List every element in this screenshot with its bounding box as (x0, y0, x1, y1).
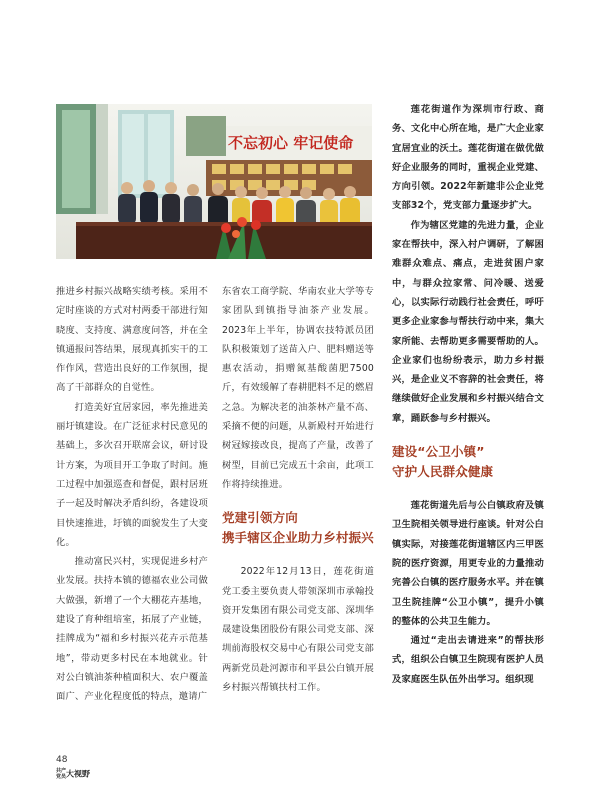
paragraph: 2022年12月13日，莲花街道党工委主要负责人带领深圳市承翰投资开发集团有限公司党支部、深圳华晟建设集团股份有限公司党支部、深圳前海股权交易中心有限公司党支部两新党员赴河源市和平县公白镇开展乡村振兴帮镇扶村工作。 (222, 566, 374, 694)
paragraph: 东省农工商学院、华南农业大学等专家团队到镇指导油茶产业发展。2023年上半年，协调农技特派员团队积极策划了送苗入户、肥料赠送等惠农活动，捐赠氮基酸菌肥7500斤，有效缓解了春耕肥料不足的燃眉之急。为解决老的油茶林产量不高、采摘不便的问题，从新殿村开始进行树冠嫁接改良，提高了产量，改善了树型，目前已完成五十余亩，此项工作将持续推进。 (222, 286, 374, 490)
paragraph: 莲花街道先后与公白镇政府及镇卫生院相关领导进行座谈。针对公白镇实际，对接莲花街道辖区内三甲医院的医疗资源，用更专业的力量推动完善公白镇的医疗服务水平。并在镇卫生院挂牌“公卫小镇”，提升小镇的整体的公共卫生能力。 (392, 500, 544, 627)
section-heading-party (222, 508, 374, 548)
paragraph: 莲花街道作为深圳市行政、商务、文化中心所在地，是广大企业家宜居宜业的沃土。莲花街道在做优做好企业服务的同时，重视企业党建、方向引领。2022年新建非公企业党支部32个，党支部力量逐步扩大。 (392, 104, 544, 212)
heading-line: 携手辖区企业助力乡村振兴 (222, 530, 374, 546)
column-middle (222, 282, 374, 697)
meeting-photo-illustration (56, 104, 372, 259)
page-number: 48 (56, 755, 68, 765)
paragraph: 推动富民兴村，实现促进乡村产业发展。扶持本镇的德福农业公司做大做强，新增了一个大棚花卉基地，建设了育种组培室，拓展了产业链，挂牌成为“福和乡村振兴花卉示范基地”，带动更多村民在本地就业。针对公白镇油茶种植面积大、农户覆盖面广、产业化程度低的特点，邀请广 (56, 556, 208, 703)
section-heading-health (392, 442, 544, 482)
magazine-name: 大视野 (66, 769, 90, 779)
paragraph: 作为辖区党建的先进力量，企业家在帮扶中，深入村户调研，了解困难群众难点、痛点，走进贫困户家中，与群众拉家常、问冷暖、送爱心，以实际行动践行社会责任，呼吁更多企业家参与帮扶行动中来，集大家所能、去帮助更多需要帮助的人。企业家们也纷纷表示，助力乡村振兴，是企业义不容辞的社会责任，将继续做好企业发展和乡村振兴结合文章，踊跃参与乡村振兴。 (392, 219, 544, 424)
paragraph: 通过“走出去请进来”的帮扶形式，组织公白镇卫生院现有医护人员及家庭医生队伍外出学习。组织现 (392, 635, 544, 685)
paragraph: 推进乡村振兴战略实绩考核。采用不定时座谈的方式对村两委干部进行知晓度、支持度、满意度问答，并在全镇通报问答结果，展现真抓实干的工作作风，营造出良好的工作氛围，提高了干部群众的自觉性。 (56, 286, 208, 394)
column-left (56, 282, 208, 707)
heading-line: 党建引领方向 (222, 510, 298, 526)
column-right (392, 100, 544, 689)
paragraph: 打造美好宜居家园，率先推进美丽圩镇建设。在广泛征求村民意见的基础上，多次召开联席会议，研讨设计方案，为项目开工争取了时间。施工过程中加强巡查和督促，跟村居班子一起及时解决矛盾纠纷，各建设项目快速推进，圩镇的面貌发生了大变化。 (56, 401, 208, 548)
meeting-photo (56, 104, 372, 259)
magazine-logo (56, 768, 90, 780)
magazine-small-text: 共产党员 (56, 768, 67, 780)
banner-text: 不忘初心 牢记使命 (228, 134, 354, 152)
heading-line: 建设“公卫小镇” (392, 444, 485, 460)
heading-line: 守护人民群众健康 (392, 464, 494, 480)
